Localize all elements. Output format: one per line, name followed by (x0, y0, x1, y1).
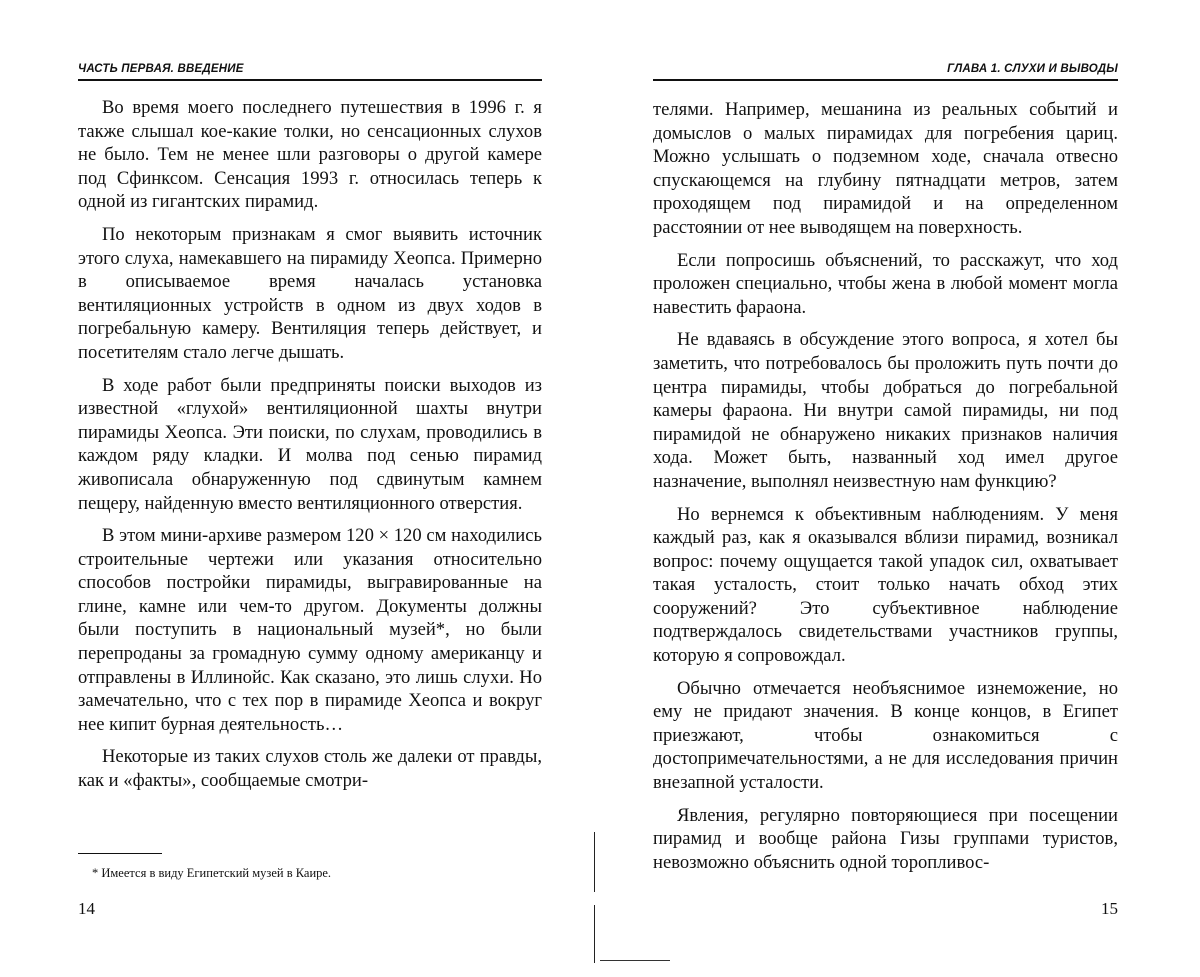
paragraph: Обычно отмечается необъяснимое изнеможение, но ему не придают значения. В конце концов, в Египет приезжают, чтобы ознакомиться с достопримечательностями, а не для исследования причин внезапной усталости. (653, 677, 1118, 794)
gutter-shadow-line (594, 905, 595, 963)
paragraph: Некоторые из таких слухов столь же далеки от правды, как и «факты», сообщаемые смотри- (78, 746, 542, 792)
footnote-rule (78, 853, 162, 854)
paragraph: телями. Например, мешанина из реальных событий и домыслов о малых пирамидах для погребения цариц. Можно услышать о подземном ходе, сначала отвесно спускающемся на глубину пятнадцати метров, затем проходящем под пирамидой и на определенном расстоянии от нее выводящем на поверхность. (653, 99, 1118, 238)
paragraph: Явления, регулярно повторяющиеся при посещении пирамид и вообще района Гизы группами туристов, невозможно объяснить одной торопливос- (653, 804, 1118, 873)
left-page-body (78, 96, 542, 793)
page-number-left: 14 (78, 899, 95, 918)
page-number-right: 15 (1101, 899, 1118, 918)
running-head-right: ГЛАВА 1. СЛУХИ И ВЫВОДЫ (653, 60, 1118, 81)
paragraph: По некоторым признакам я смог выявить источник этого слуха, намекавшего на пирамиду Хеопса. Примерно в описываемое время началась установка вентиляционных устройств в одном из двух ходов в погребальную камеру. Вентиляция теперь действует, и посетителям стало легче дышать. (78, 223, 542, 363)
paragraph: Не вдаваясь в обсуждение этого вопроса, я хотел бы заметить, что потребовалось бы проложить путь почти до центра пирамиды, чтобы добраться до погребальной камеры фараона. Ни внутри самой пирамиды, ни под пирамидой не обнаружено никаких признаков наличия хода. Может быть, названный ход имел другое назначение, выполнял неизвестную нам функцию? (653, 329, 1118, 492)
right-page-body (653, 98, 1118, 874)
paragraph: Но вернемся к объективным наблюдениям. У меня каждый раз, как я оказывался вблизи пирамид, возникал вопрос: почему ощущается такой упадок сил, охватывает такая усталость, стоит только начать обход этих сооружений? Это субъективное наблюдение подтверждалось свидетельствами участников группы, которую я сопровождал. (653, 503, 1118, 667)
gutter-shadow-line (594, 832, 595, 892)
paragraph: Во время моего последнего путешествия в 1996 г. я также слышал кое-какие толки, но сенсационных слухов не было. Тем не менее шли разговоры о другой камере под Сфинксом. Сенсация 1993 г. относилась теперь к одной из гигантских пирамид. (78, 97, 542, 213)
scan-edge-line (600, 960, 670, 961)
paragraph: В ходе работ были предприняты поиски выходов из известной «глухой» вентиляционной шахты внутри пирамиды Хеопса. Эти поиски, по слухам, проводились в каждом ряду кладки. И молва под сенью пирамид живописала обнаруженную под сдвинутым камнем пещеру, найденную вместо вентиляционного отверстия. (78, 374, 542, 514)
footnote: * Имеется в виду Египетский музей в Каире. (92, 866, 332, 880)
paragraph: В этом мини-архиве размером 120 × 120 см находились строительные чертежи или указания относительно способов постройки пирамиды, выгравированные на глине, камне или чем-то другом. Документы должны были поступить в национальный музей*, но были перепроданы за громадную сумму одному американцу и отправлены в Иллинойс. Как сказано, это лишь слухи. Но замечательно, что с тех пор в пирамиде Хеопса и вокруг нее кипит бурная деятельность… (78, 525, 542, 735)
running-head-left: ЧАСТЬ ПЕРВАЯ. ВВЕДЕНИЕ (78, 60, 542, 81)
paragraph: Если попросишь объяснений, то расскажут, что ход проложен специально, чтобы жена в любой момент могла навестить фараона. (653, 249, 1118, 318)
